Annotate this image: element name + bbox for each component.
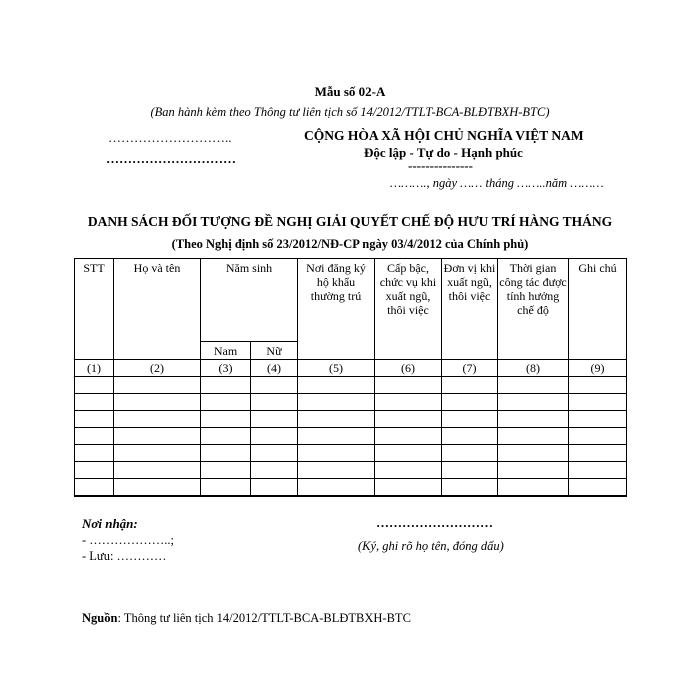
table-cell bbox=[75, 445, 114, 462]
table-row bbox=[75, 462, 627, 479]
column-number: (3) bbox=[201, 360, 251, 377]
table-cell bbox=[442, 445, 498, 462]
source-note bbox=[82, 611, 411, 626]
table-cell bbox=[442, 411, 498, 428]
table-cell bbox=[75, 428, 114, 445]
table-row bbox=[75, 445, 627, 462]
table-cell bbox=[498, 394, 569, 411]
table-cell bbox=[442, 479, 498, 497]
table-cell bbox=[498, 462, 569, 479]
table-cell bbox=[201, 377, 251, 394]
header-unit: Đơn vị khi xuất ngũ, thôi việc bbox=[442, 259, 498, 360]
table-cell bbox=[569, 428, 627, 445]
source-label: Nguồn bbox=[82, 611, 118, 625]
table-cell bbox=[251, 428, 298, 445]
country-name: CỘNG HÒA XÃ HỘI CHỦ NGHĨA VIỆT NAM bbox=[304, 128, 584, 143]
table-cell bbox=[375, 479, 442, 497]
national-motto: Độc lập - Tự do - Hạnh phúc bbox=[364, 145, 523, 160]
header-residence: Nơi đăng ký hộ khẩu thường trú bbox=[298, 259, 375, 360]
header-name: Họ và tên bbox=[114, 259, 201, 360]
source-text: : Thông tư liên tịch 14/2012/TTLT-BCA-BLĐTBXH-BTC bbox=[117, 611, 411, 625]
recipients-label: Nơi nhận: bbox=[82, 516, 138, 531]
column-number: (8) bbox=[498, 360, 569, 377]
table-cell bbox=[569, 445, 627, 462]
table-cell bbox=[114, 377, 201, 394]
table-cell bbox=[75, 462, 114, 479]
header-female: Nữ bbox=[251, 342, 298, 360]
table-cell bbox=[114, 411, 201, 428]
column-number-row bbox=[75, 360, 627, 377]
table-cell bbox=[251, 479, 298, 497]
document-subtitle: (Theo Nghị định số 23/2012/NĐ-CP ngày 03/4/2012 của Chính phủ) bbox=[171, 237, 529, 251]
issued-by-note: (Ban hành kèm theo Thông tư liên tịch số 14/2012/TTLT-BCA-BLĐTBXH-BTC) bbox=[150, 105, 550, 119]
table-cell bbox=[201, 479, 251, 497]
table-cell bbox=[201, 445, 251, 462]
beneficiary-table bbox=[74, 258, 627, 497]
table-cell bbox=[569, 394, 627, 411]
table-cell bbox=[569, 377, 627, 394]
table-cell bbox=[251, 411, 298, 428]
table-cell bbox=[375, 394, 442, 411]
table-cell bbox=[498, 479, 569, 497]
table-row bbox=[75, 394, 627, 411]
table-cell bbox=[298, 428, 375, 445]
table-cell bbox=[569, 479, 627, 497]
table-cell bbox=[375, 377, 442, 394]
table-cell bbox=[298, 411, 375, 428]
agency-name-placeholder: ……………………….. bbox=[108, 130, 232, 145]
column-number: (7) bbox=[442, 360, 498, 377]
recipient-item: - ………………..; bbox=[82, 533, 175, 547]
table-cell bbox=[442, 394, 498, 411]
table-cell bbox=[75, 377, 114, 394]
table-cell bbox=[498, 428, 569, 445]
column-number: (4) bbox=[251, 360, 298, 377]
signature-line: ……………………… bbox=[376, 515, 493, 530]
table-cell bbox=[75, 479, 114, 497]
header-birth-year: Năm sinh bbox=[201, 259, 298, 342]
table-cell bbox=[298, 445, 375, 462]
table-row bbox=[75, 479, 627, 497]
form-code: Mẫu số 02-A bbox=[314, 84, 386, 99]
table-cell bbox=[114, 394, 201, 411]
date-line: ………., ngày …… tháng ……..năm ……… bbox=[390, 176, 604, 190]
column-number: (6) bbox=[375, 360, 442, 377]
header-stt: STT bbox=[75, 259, 114, 360]
table-cell bbox=[298, 394, 375, 411]
table-cell bbox=[498, 411, 569, 428]
table-cell bbox=[442, 428, 498, 445]
header-rank: Cấp bậc, chức vụ khi xuất ngũ, thôi việc bbox=[375, 259, 442, 360]
recipient-archive: - Lưu: ………… bbox=[82, 549, 167, 563]
table-cell bbox=[251, 394, 298, 411]
column-number: (9) bbox=[569, 360, 627, 377]
table-cell bbox=[114, 428, 201, 445]
table-cell bbox=[569, 411, 627, 428]
column-number: (1) bbox=[75, 360, 114, 377]
table-cell bbox=[498, 445, 569, 462]
table-row bbox=[75, 377, 627, 394]
motto-underline: --------------- bbox=[408, 158, 473, 173]
table-body bbox=[75, 377, 627, 497]
table-cell bbox=[298, 479, 375, 497]
column-number: (5) bbox=[298, 360, 375, 377]
table-cell bbox=[251, 445, 298, 462]
table-cell bbox=[442, 377, 498, 394]
table-cell bbox=[298, 377, 375, 394]
table-cell bbox=[75, 394, 114, 411]
table-cell bbox=[201, 411, 251, 428]
table-cell bbox=[375, 462, 442, 479]
signature-instruction: (Ký, ghi rõ họ tên, đóng dấu) bbox=[358, 539, 504, 553]
table-cell bbox=[375, 445, 442, 462]
agency-unit-placeholder: ………………………… bbox=[106, 151, 236, 166]
table-cell bbox=[498, 377, 569, 394]
header-service-time: Thời gian công tác được tính hưởng chế độ bbox=[498, 259, 569, 360]
table-cell bbox=[251, 462, 298, 479]
table-cell bbox=[114, 479, 201, 497]
table-cell bbox=[114, 445, 201, 462]
table-cell bbox=[298, 462, 375, 479]
header-note: Ghi chú bbox=[569, 259, 627, 360]
table-cell bbox=[442, 462, 498, 479]
table-cell bbox=[201, 428, 251, 445]
table-row bbox=[75, 411, 627, 428]
table-cell bbox=[201, 462, 251, 479]
table-cell bbox=[569, 462, 627, 479]
table-cell bbox=[201, 394, 251, 411]
document-title: DANH SÁCH ĐỐI TƯỢNG ĐỀ NGHỊ GIẢI QUYẾT CHẾ ĐỘ HƯU TRÍ HÀNG THÁNG bbox=[87, 214, 613, 229]
header-male: Nam bbox=[201, 342, 251, 360]
column-number: (2) bbox=[114, 360, 201, 377]
table-cell bbox=[114, 462, 201, 479]
table-cell bbox=[75, 411, 114, 428]
table-row bbox=[75, 428, 627, 445]
table-cell bbox=[375, 411, 442, 428]
table-cell bbox=[375, 428, 442, 445]
table-cell bbox=[251, 377, 298, 394]
